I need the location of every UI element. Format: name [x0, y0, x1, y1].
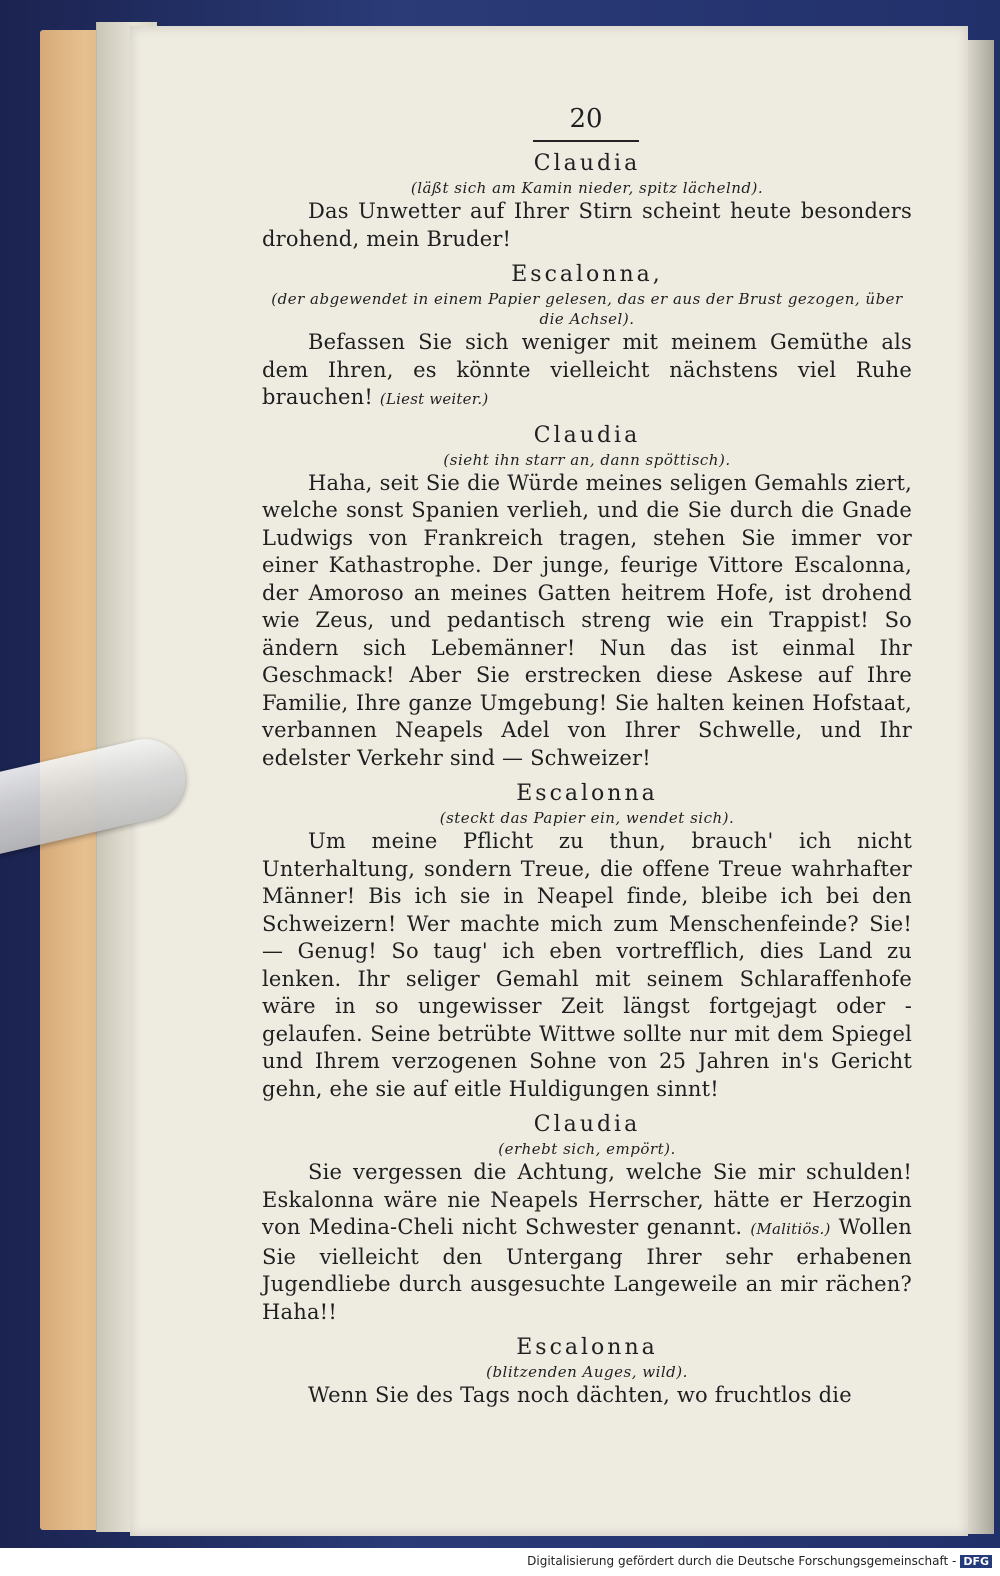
page-number-value: 20 [533, 100, 638, 142]
speech-text-body: Sie vergessen die Achtung, welche Sie mir schulden! Eskalonna wäre nie Neapels Herrscher, hätte er Herzogin von Medina-Cheli nicht Schwester genannt. [262, 1160, 912, 1239]
speech-text [262, 1159, 912, 1326]
speech-text: Haha, seit Sie die Würde meines seligen Gemahls ziert, welche sonst Spanien verlieh, und die Sie durch die Gnade Ludwigs von Frankreich tragen, stehen Sie immer vor einer Kathastrophe. Der junge, feurige Vittore Escalonna, der Amoroso an meines Gatten heitrem Hofe, ist drohend wie Zeus, und pedantisch streng wie ein Trappist! So ändern sich Lebemänner! Nun das ist einmal Ihr Geschmack! Aber Sie erstrecken diese Askese auf Ihre Familie, Ihre ganze Umgebung! Sie halten keinen Hofstaat, verbannen Neapels Adel von Ihrer Schwelle, und Ihr edelster Verkehr sind — Schweizer! [262, 470, 912, 770]
footer-credit-text: Digitalisierung gefördert durch die Deutsche Forschungsgemeinschaft - [527, 1554, 957, 1568]
speaker-name: Escalonna, [511, 262, 663, 287]
speaker-name: Claudia [533, 151, 641, 176]
speaker-name: Claudia [533, 422, 641, 448]
footer-credit [527, 1554, 992, 1568]
page-number [262, 100, 912, 142]
speech-text: Wenn Sie des Tags noch dächten, wo fruchtlos die [308, 1383, 852, 1407]
speaker-name: Claudia [533, 1112, 641, 1137]
dfg-logo: DFG [960, 1555, 992, 1568]
dialogue-block [262, 150, 912, 253]
page-text [262, 100, 912, 1418]
dialogue-block [262, 1111, 912, 1326]
stage-direction: (blitzenden Auges, wild). [486, 1363, 688, 1381]
speaker-name: Escalonna [516, 1335, 658, 1360]
dialogue-block [262, 780, 912, 1103]
speech-text-continued: Wollen Sie vielleicht den Untergang Ihrer sehr erhabenen Jugendliebe durch ausgesuchte Langeweile an mir rächen? Haha!! [262, 1215, 912, 1324]
speech-text-body: Befassen Sie sich weniger mit meinem Gemüthe als dem Ihren, es könnte vielleicht nächstens viel Ruhe brauchen! [262, 330, 912, 409]
dialogue-block [262, 1334, 912, 1410]
digitization-footer [0, 1548, 1000, 1576]
speech-text: Das Unwetter auf Ihrer Stirn scheint heute besonders drohend, mein Bruder! [262, 199, 912, 251]
stage-aside: (Liest weiter.) [379, 390, 489, 408]
dialogue-block [262, 422, 912, 773]
page-right-edge [968, 40, 994, 1534]
stage-direction: (erhebt sich, empört). [498, 1140, 676, 1158]
stage-direction: (der abgewendet in einem Papier gelesen, das er aus der Brust gezogen, über die Achsel). [271, 290, 903, 328]
stage-direction: (steckt das Papier ein, wendet sich). [439, 809, 735, 827]
speech-text: Um meine Pflicht zu thun, brauch' ich nicht Unterhaltung, sondern Treue, die offene Treue wahrhafter Männer! Bis ich sie in Neapel finde, bleibe ich bei den Schweizern! Wer machte mich zum Menschenfeinde? Sie! — Genug! So taug' ich eben vortrefflich, dies Land zu lenken. Ihr seliger Gemahl mit seinem Schlaraffenhofe wäre in so ungewisser Zeit längst fortgejagt oder -gelaufen. Seine betrübte Wittwe sollte nur mit dem Spiegel und Ihrem verzogenen Sohne von 25 Jahren in's Gericht gehn, ehe sie auf eitle Huldigungen sinnt! [262, 829, 912, 1101]
stage-direction: (sieht ihn starr an, dann spöttisch). [443, 450, 731, 469]
dialogue-block [262, 261, 912, 414]
speaker-name: Escalonna [516, 781, 658, 806]
speech-text [262, 329, 912, 414]
stage-direction: (läßt sich am Kamin nieder, spitz lächelnd). [410, 179, 764, 197]
stage-aside: (Malitiös.) [750, 1220, 831, 1238]
